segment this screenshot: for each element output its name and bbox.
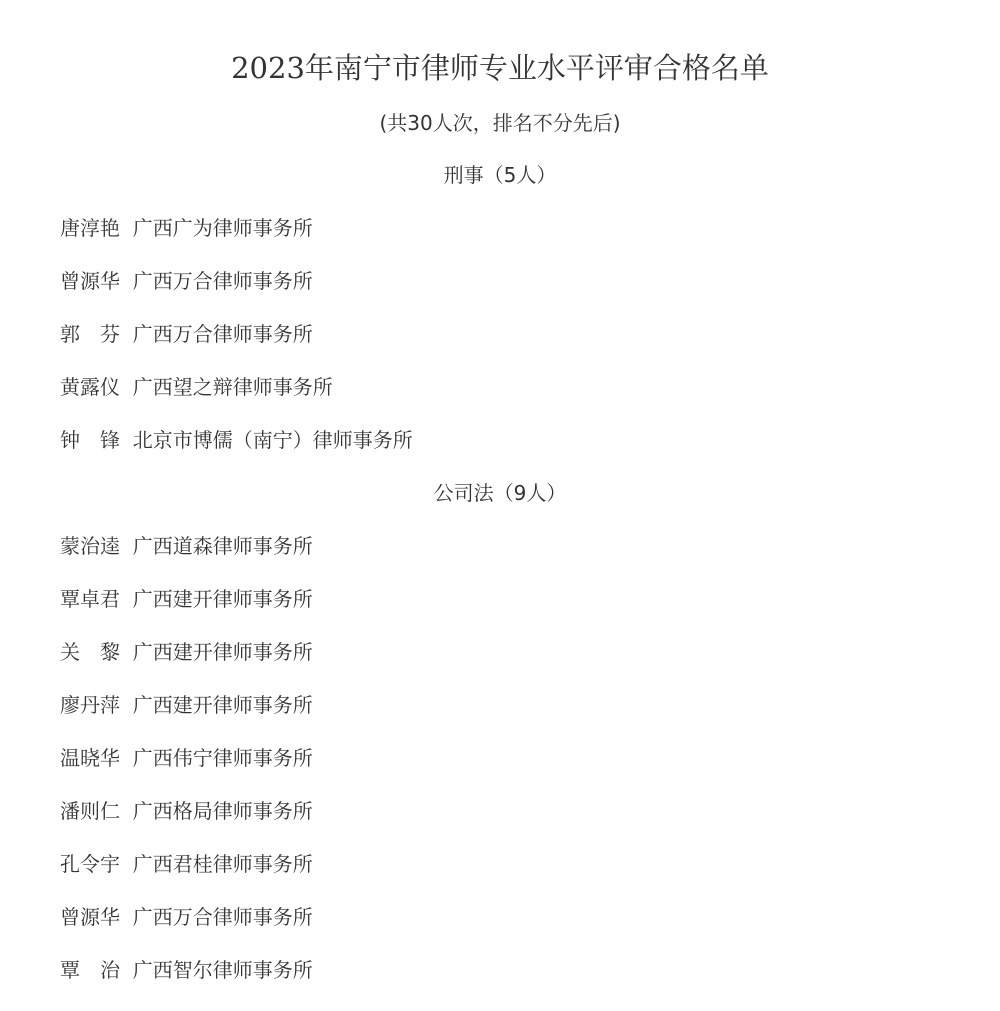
lawyer-name: 覃 治 — [60, 958, 120, 982]
law-firm: 广西伟宁律师事务所 — [132, 746, 313, 770]
law-firm: 广西望之辩律师事务所 — [132, 375, 333, 399]
lawyer-name: 曾源华 — [60, 905, 120, 929]
law-firm: 广西格局律师事务所 — [132, 799, 313, 823]
lawyer-name: 覃卓君 — [60, 587, 120, 611]
law-firm: 北京市博儒（南宁）律师事务所 — [132, 428, 413, 452]
law-firm: 广西道森律师事务所 — [132, 534, 313, 558]
law-firm: 广西万合律师事务所 — [132, 905, 313, 929]
lawyer-name: 黄露仪 — [60, 375, 120, 399]
list-item — [60, 531, 313, 561]
lawyer-name: 钟 锋 — [60, 428, 120, 452]
page-title: 2023年南宁市律师专业水平评审合格名单 — [231, 51, 769, 85]
list-item — [60, 902, 313, 932]
list-item — [60, 584, 313, 614]
list-item — [60, 955, 313, 985]
section-heading-company-law: 公司法（9人） — [433, 481, 567, 505]
list-item — [60, 743, 313, 773]
lawyer-name: 唐淳艳 — [60, 216, 120, 240]
law-firm: 广西广为律师事务所 — [132, 216, 313, 240]
lawyer-name: 关 黎 — [60, 640, 120, 664]
list-item — [60, 372, 333, 402]
page-subtitle: (共30人次，排名不分先后) — [379, 111, 621, 135]
law-firm: 广西建开律师事务所 — [132, 693, 313, 717]
lawyer-name: 郭 芬 — [60, 322, 120, 346]
list-item — [60, 796, 313, 826]
law-firm: 广西君桂律师事务所 — [132, 852, 313, 876]
list-item — [60, 213, 313, 243]
list-item — [60, 849, 313, 879]
lawyer-name: 蒙治逵 — [60, 534, 120, 558]
list-item — [60, 266, 313, 296]
law-firm: 广西智尔律师事务所 — [132, 958, 313, 982]
law-firm: 广西万合律师事务所 — [132, 269, 313, 293]
section-heading-criminal: 刑事（5人） — [443, 163, 557, 187]
lawyer-name: 温晓华 — [60, 746, 120, 770]
list-item — [60, 319, 313, 349]
lawyer-name: 廖丹萍 — [60, 693, 120, 717]
list-item — [60, 425, 413, 455]
lawyer-name: 曾源华 — [60, 269, 120, 293]
lawyer-name: 潘则仁 — [60, 799, 120, 823]
law-firm: 广西万合律师事务所 — [132, 322, 313, 346]
list-item — [60, 690, 313, 720]
law-firm: 广西建开律师事务所 — [132, 640, 313, 664]
list-item — [60, 637, 313, 667]
law-firm: 广西建开律师事务所 — [132, 587, 313, 611]
lawyer-name: 孔令宇 — [60, 852, 120, 876]
